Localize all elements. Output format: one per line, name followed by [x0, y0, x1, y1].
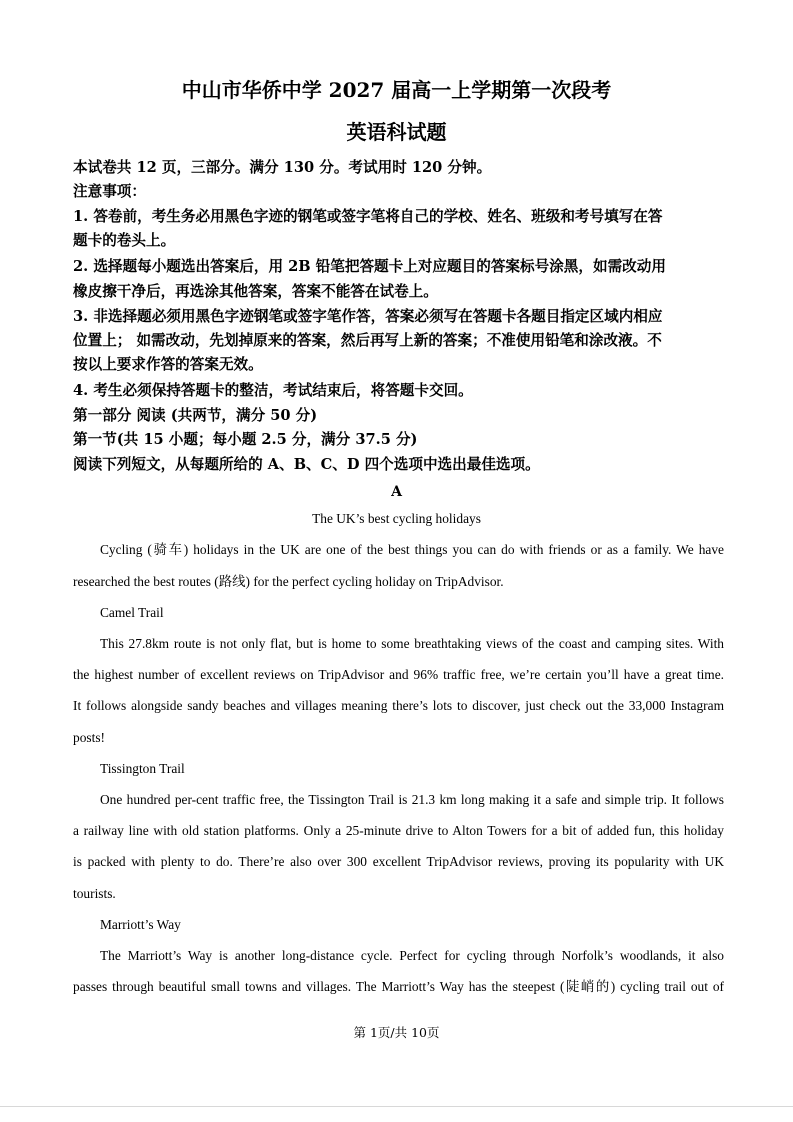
exam-intro: 本试卷共 12 页，三部分。满分 130 分。考试用时 120 分钟。 — [73, 159, 492, 176]
passage-title: The UK’s best cycling holidays — [312, 511, 481, 526]
paragraph-1-line-1: Cycling (骑车) holidays in the UK are one of the best things you can do with friends or as a family. We have — [100, 542, 724, 557]
page-number: 第 1页/共 10页 — [353, 1025, 440, 1040]
paragraph-4-line-2: passes through beautiful small towns and villages. The Marriott’s Way has the steepest (陡峭的) cycling trail out of — [73, 979, 724, 994]
part-heading: 第一部分 阅读 (共两节，满分 50 分) — [73, 407, 318, 424]
notice-item-1-line-2: 题卡的卷头上。 — [73, 232, 176, 249]
paragraph-3-line-3: is packed with plenty to do. There’re also over 300 excellent TripAdvisor reviews, proving its popularity with UK — [73, 854, 724, 869]
paragraph-2-line-2: the highest number of excellent reviews on TripAdvisor and 96% traffic free, we’re certain you’ll have a great time. — [73, 667, 724, 682]
notice-item-2-line-1: 2. 选择题每小题选出答案后，用 2B 铅笔把答题卡上对应题目的答案标号涂黑，如需改动用 — [73, 258, 666, 275]
trail-heading-camel: Camel Trail — [100, 605, 164, 620]
page-bottom-divider — [0, 1106, 793, 1107]
trail-heading-tissington: Tissington Trail — [100, 761, 185, 776]
notice-item-3-line-1: 3. 非选择题必须用黑色字迹钢笔或签字笔作答，答案必须写在答题卡各题目指定区域内相应 — [73, 308, 663, 325]
notice-item-3-line-2: 位置上； 如需改动，先划掉原来的答案，然后再写上新的答案；不准使用铅笔和涂改液。不 — [73, 332, 662, 349]
passage-label: A — [391, 484, 402, 500]
paragraph-3-line-1: One hundred per-cent traffic free, the Tissington Trail is 21.3 km long making it a safe and simple trip. It follows — [100, 792, 724, 807]
subpart-heading: 第一节(共 15 小题；每小题 2.5 分，满分 37.5 分) — [73, 431, 418, 448]
notice-item-2-line-2: 橡皮擦干净后，再选涂其他答案，答案不能答在试卷上。 — [73, 283, 438, 300]
exam-title: 中山市华侨中学 2027 届高一上学期第一次段考 — [181, 78, 612, 102]
trail-heading-marriott: Marriott’s Way — [100, 917, 181, 932]
paragraph-4-line-1: The Marriott’s Way is another long-distance cycle. Perfect for cycling through Norfolk’s woodlands, it also — [100, 948, 724, 963]
notice-heading: 注意事项： — [73, 183, 146, 200]
exam-subtitle: 英语科试题 — [346, 120, 447, 144]
notice-item-4: 4. 考生必须保持答题卡的整洁，考试结束后，将答题卡交回。 — [73, 382, 473, 399]
paragraph-1-line-2: researched the best routes (路线) for the perfect cycling holiday on TripAdvisor. — [73, 574, 504, 589]
paragraph-2-line-1: This 27.8km route is not only flat, but is home to some breathtaking views of the coast and camping sites. With — [100, 636, 724, 651]
paragraph-2-line-3: It follows alongside sandy beaches and villages meaning there’s lots to discover, just check out the 33,000 Instagram — [73, 698, 724, 713]
notice-item-3-line-3: 按以上要求作答的答案无效。 — [73, 356, 263, 373]
paragraph-3-line-4: tourists. — [73, 886, 116, 901]
paragraph-3-line-2: a railway line with old station platforms. Only a 25-minute drive to Alton Towers for a bit of added fun, this holiday — [73, 823, 724, 838]
paragraph-2-line-4: posts! — [73, 730, 105, 745]
reading-direction: 阅读下列短文，从每题所给的 A、B、C、D 四个选项中选出最佳选项。 — [73, 456, 540, 473]
notice-item-1-line-1: 1. 答卷前，考生务必用黑色字迹的钢笔或签字笔将自己的学校、姓名、班级和考号填写在答 — [73, 208, 663, 225]
